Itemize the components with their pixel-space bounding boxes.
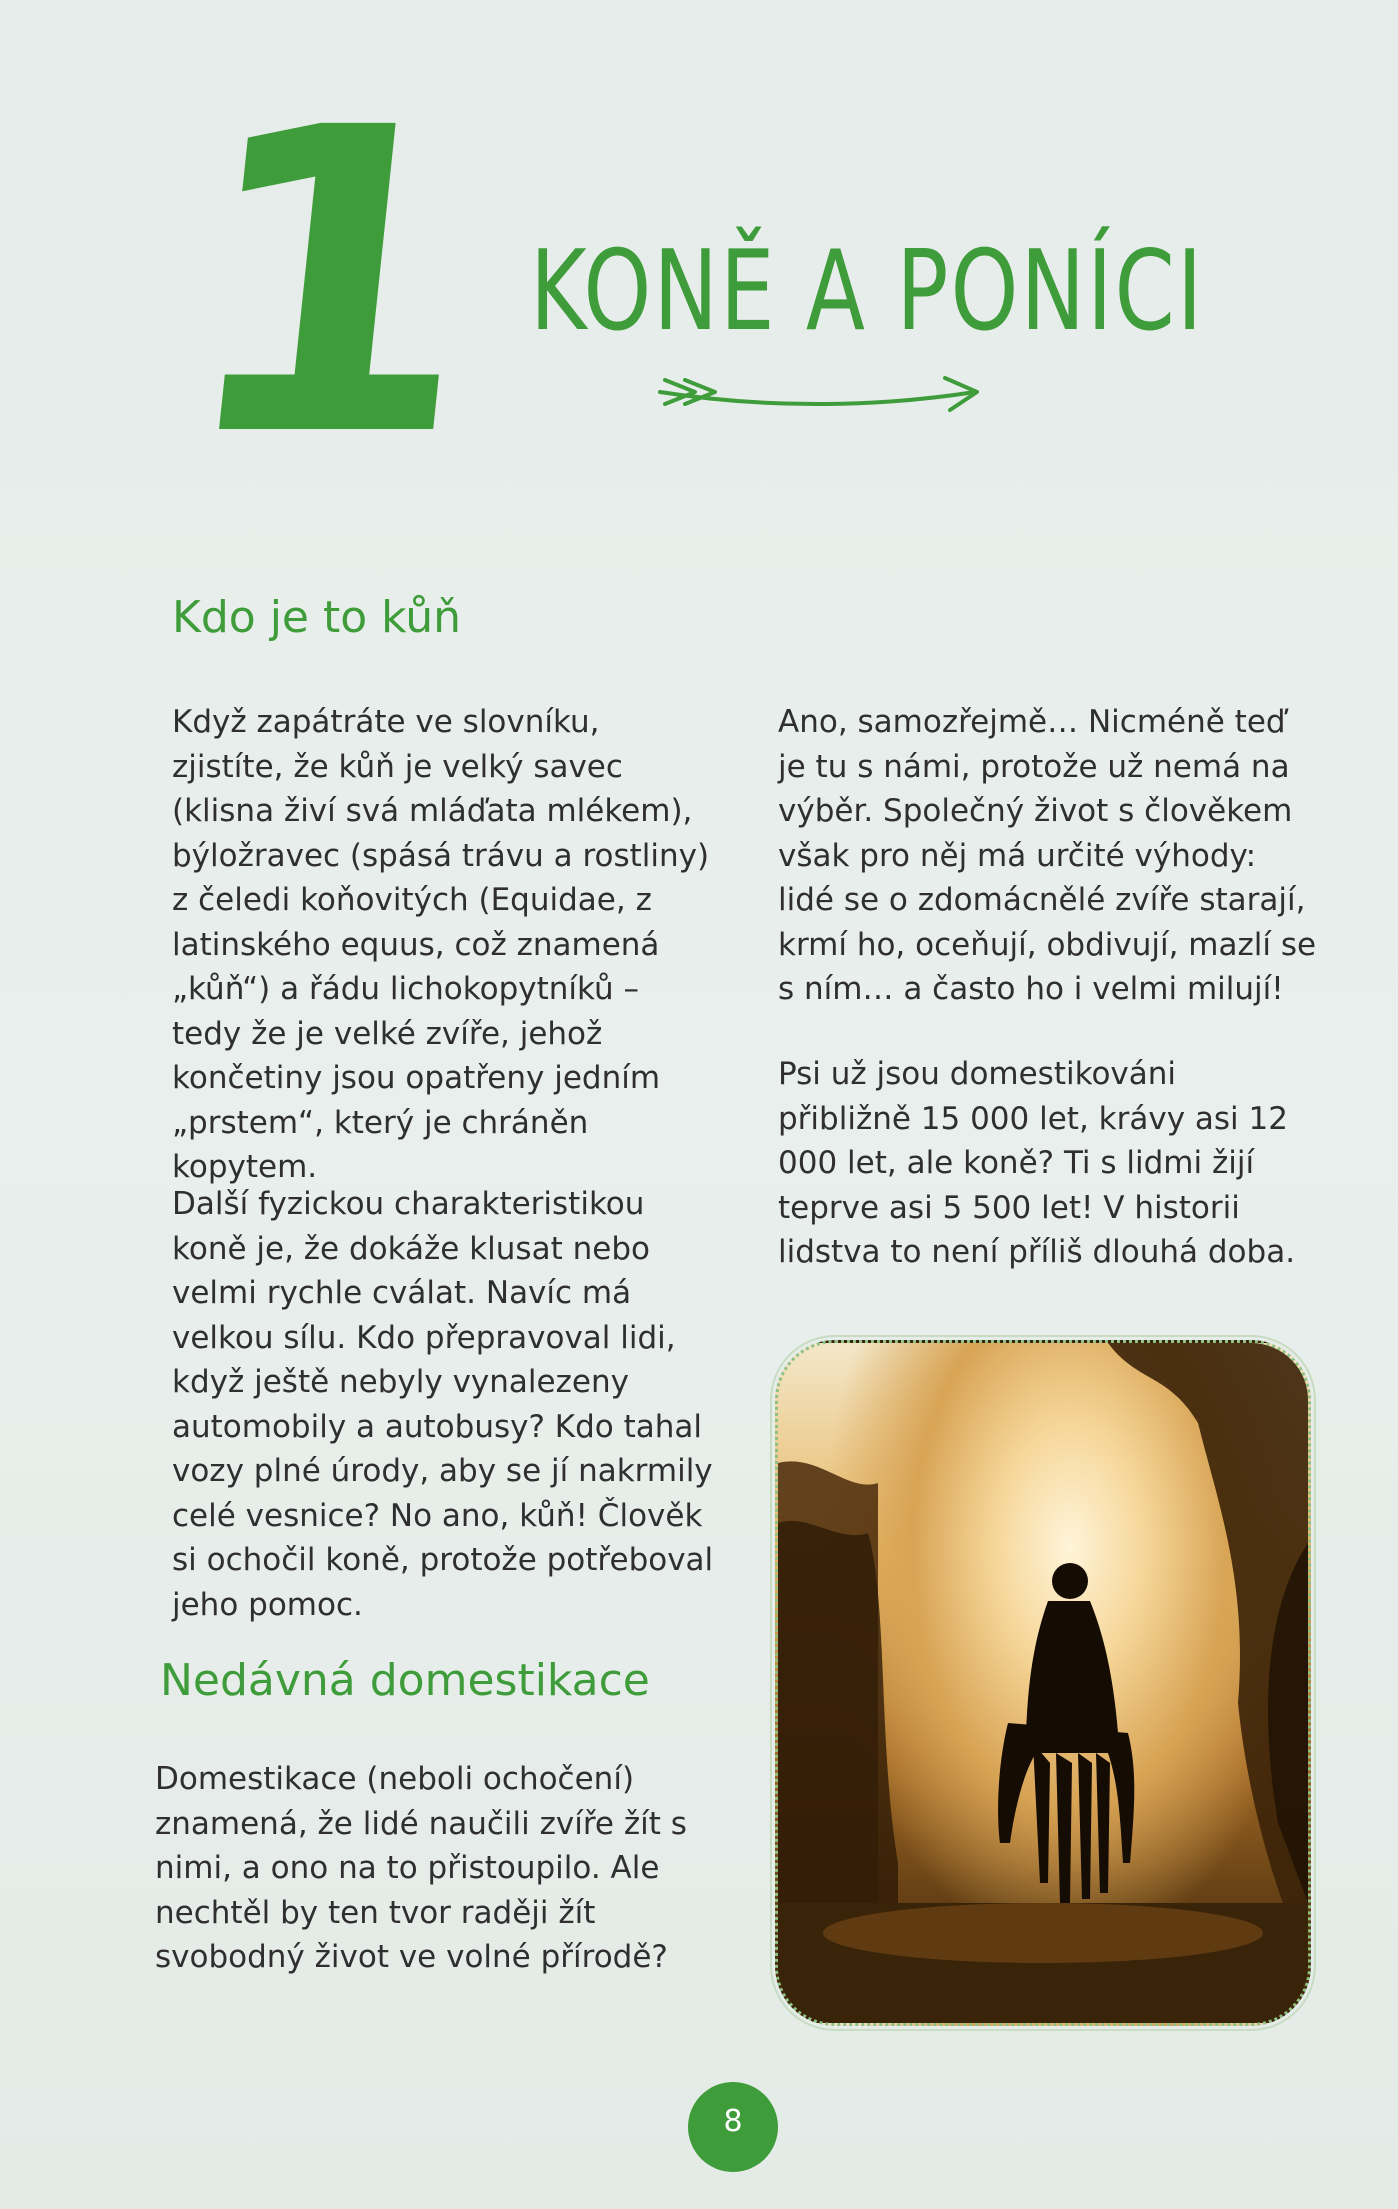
section-heading-who-is-horse: Kdo je to kůň (172, 592, 462, 643)
paragraph: Další fyzickou charakteristikou koně je, že dokáže klusat nebo velmi rychle cválat. Navíc má velkou sílu. Kdo přepravoval lidi, když ještě nebyly vynalezeny automobily a autobusy? Kdo tahal vozy plné úrody, aby se jí nakrmily celé vesnice? No ano, kůň! Člověk si ochočil koně, protože potřeboval jeho pomoc. (172, 1186, 714, 1623)
section-heading-recent-domestication: Nedávná domestikace (160, 1655, 650, 1706)
paragraph: Když zapátráte ve slovníku, zjistíte, že kůň je velký savec (klisna živí svá mláďata mlékem), býložravec (spásá trávu a rostliny) z čeledi koňovitých (Equidae, z latinského equus, což znamená „kůň“) a řádu lichokopytníků – tedy že je velké zvíře, jehož končetiny jsou opatřeny jedním „prstem“, který je chráněn kopytem. (172, 704, 710, 1185)
left-column-text-1 (172, 700, 717, 1190)
horse-rider-icon (778, 1343, 1308, 2023)
page-number-badge: 8 (688, 2082, 778, 2172)
paragraph: Psi už jsou domestikováni přibližně 15 000 let, krávy asi 12 000 let, ale koně? Ti s lidmi žijí teprve asi 5 500 let! V historii lidstva to není příliš dlouhá doba. (778, 1056, 1296, 1270)
horse-rider-photo (775, 1340, 1311, 2026)
chapter-number: 1 (159, 40, 504, 529)
chapter-title: KONĚ A PONÍCI (530, 226, 1205, 356)
decorative-arrow-icon (655, 370, 995, 420)
paragraph: Domestikace (neboli ochočení) znamená, že lidé naučili zvíře žít s nimi, a ono na to přistoupilo. Ale nechtěl by ten tvor raději žít svobodný život ve volné přírodě? (155, 1761, 687, 1975)
left-column-text-2 (172, 1182, 717, 1627)
right-column-text-1 (778, 700, 1318, 1012)
right-column-text-2 (778, 1052, 1318, 1275)
left-column-text-3 (155, 1757, 695, 1980)
paragraph: Ano, samozřejmě… Nicméně teď je tu s námi, protože už nemá na výběr. Společný život s člověkem však pro něj má určité výhody: lidé se o zdomácnělé zvíře starají, krmí ho, oceňují, obdivují, mazlí se s ním… a často ho i velmi milují! (778, 704, 1317, 1007)
